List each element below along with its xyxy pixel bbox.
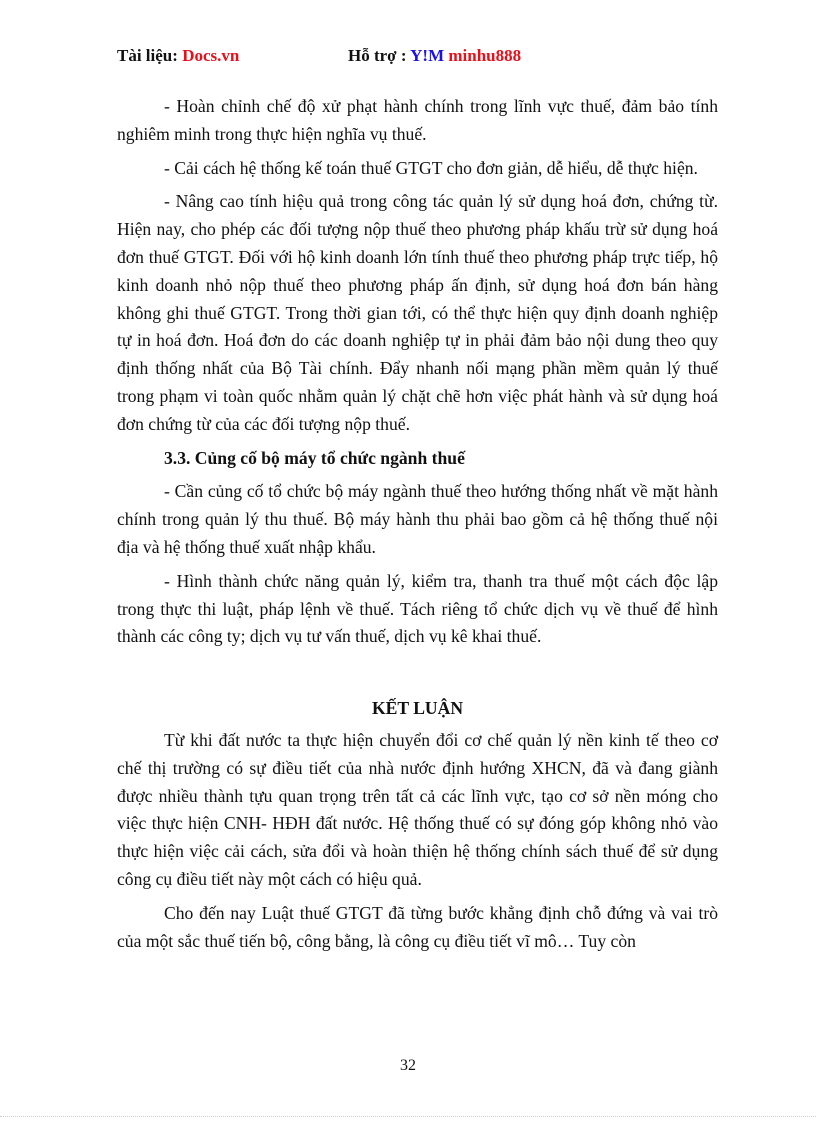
document-source [117, 46, 239, 66]
support-label: Hỗ trợ [348, 46, 397, 65]
paragraph-bullet-invoices: - Nâng cao tính hiệu quả trong công tác quản lý sử dụng hoá đơn, chứng từ. Hiện nay, cho phép các đối tượng nộp thuế theo phương pháp khấu trừ sử dụng hoá đơn thuế GTGT. Đối với hộ kinh doanh lớn tính thuế theo phương pháp trực tiếp, hộ kinh doanh nhỏ nộp thuế theo phương pháp ấn định, sử dụng hoá đơn bán hàng không ghi thuế GTGT. Trong thời gian tới, có thể thực hiện quy định doanh nghiệp tự in hoá đơn. Hoá đơn do các doanh nghiệp tự in phải đảm bảo nội dung theo quy định thống nhất của Bộ Tài chính. Đẩy nhanh nối mạng phần mềm quản lý thuế trong phạm vi toàn quốc nhằm quản lý chặt chẽ hơn việc phát hành và sử dụng hoá đơn chứng từ của các đối tượng nộp thuế. [117, 191, 718, 434]
page-header [117, 46, 717, 72]
paragraph-conclusion-2: Cho đến nay Luật thuế GTGT đã từng bước khẳng định chỗ đứng và vai trò của một sắc thuế tiến bộ, công bằng, là công cụ điều tiết vĩ mô… Tuy còn [117, 902, 718, 951]
support-colon: : [396, 46, 411, 65]
paragraph-bullet-organization: - Cần củng cố tổ chức bộ máy ngành thuế theo hướng thống nhất về mặt hành chính trong quản lý thu thuế. Bộ máy hành thu phải bao gồm cả hệ thống thuế nội địa và hệ thống thuế xuất nhập khẩu. [117, 481, 718, 557]
support-id: minhu888 [448, 46, 522, 65]
support-contact [348, 46, 521, 66]
page-number: 32 [400, 1057, 416, 1074]
document-body [117, 93, 718, 961]
paragraph-bullet-accounting: - Cải cách hệ thống kế toán thuế GTGT cho đơn giản, dễ hiểu, dễ thực hiện. [164, 157, 698, 178]
ym-label: Y!M [410, 46, 445, 65]
doc-label: Tài liệu [117, 46, 173, 65]
page-bottom-divider [0, 1116, 816, 1117]
paragraph-bullet-inspection: - Hình thành chức năng quản lý, kiểm tra, thanh tra thuế một cách độc lập trong thực thi luật, pháp lệnh về thuế. Tách riêng tổ chức dịch vụ về thuế để hình thành các công ty; dịch vụ tư vấn thuế, dịch vụ kê khai thuế. [117, 570, 718, 647]
doc-colon: : [172, 46, 183, 65]
paragraph-conclusion-1: Từ khi đất nước ta thực hiện chuyển đổi cơ chế quản lý nền kinh tế theo cơ chế thị trường có sự điều tiết của nhà nước định hướng XHCN, đã và đang giành được nhiều thành tựu quan trọng trên tất cả các lĩnh vực, tạo cơ sở nền móng cho việc thực hiện CNH- HĐH đất nước. Hệ thống thuế có sự đóng góp không nhỏ vào thực hiện việc cải cách, sửa đổi và hoàn thiện hệ thống chính sách thuế để sử dụng công cụ điều tiết này một cách có hiệu quả. [117, 729, 718, 889]
paragraph-bullet-penalties: - Hoàn chỉnh chế độ xử phạt hành chính trong lĩnh vực thuế, đảm bảo tính nghiêm minh trong thực hiện nghĩa vụ thuế. [117, 96, 718, 144]
conclusion-title: KẾT LUẬN [371, 698, 464, 719]
section-heading: 3.3. Củng cố bộ máy tổ chức ngành thuế [164, 447, 465, 468]
doc-site-link[interactable]: Docs.vn [182, 46, 240, 65]
